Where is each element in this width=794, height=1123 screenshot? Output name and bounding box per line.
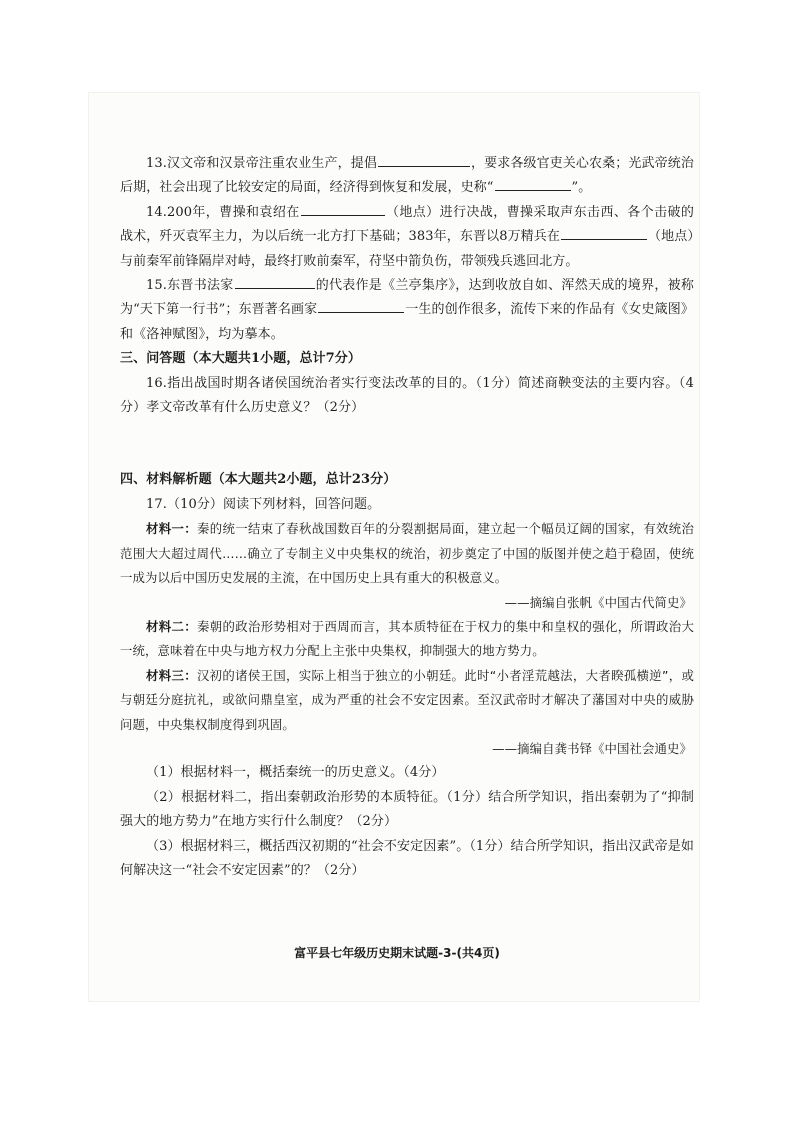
answer-space	[120, 420, 694, 468]
material-1: 材料一：秦的统一结束了春秋战国数百年的分裂割据局面，建立起一个幅员辽阔的国家，有效统治范围大大超过周代……确立了专制主义中央集权的统治，初步奠定了中国的版图并使之趋于稳固，使统一成为以后中国历史发展的主流，在中国历史上具有重大的积极意义。	[120, 521, 694, 586]
question-13: 13.汉文帝和汉景帝注重农业生产，提倡 ，要求各级官吏关心农桑；光武帝统治后期，社会出现了比较安定的局面，经济得到恢复和发展，史称“ ”。	[120, 152, 694, 201]
exam-page-content	[120, 152, 694, 883]
answer-blank-14b[interactable]	[561, 225, 647, 240]
question-17-sub-3: （3）根据材料三，概括西汉初期的“社会不安定因素”。（1分）结合所学知识，指出汉武帝是如何解决这一“社会不安定因素”的？（2分）	[120, 838, 694, 878]
question-15: 15.东晋书法家 的代表作是《兰亭集序》，达到收放自如、浑然天成的境界，被称为“天下第一行书”；东晋著名画家 一生的创作很多，流传下来的作品有《女史箴图》和《洛神赋图》，均为摹本。	[120, 274, 694, 347]
material-3-source: ——摘编自龚书铎《中国社会通史》	[492, 740, 692, 756]
question-17-sub-2: （2）根据材料二，指出秦朝政治形势的本质特征。（1分）结合所学知识，指出秦朝为了“抑制强大的地方势力”在地方实行什么制度？（2分）	[120, 789, 694, 830]
question-17-intro: 17.（10分）阅读下列材料，回答问题。	[146, 496, 381, 512]
material-1-source: ——摘编自张帆《中国古代简史》	[504, 594, 692, 610]
answer-blank-15b[interactable]	[318, 298, 404, 313]
material-3: 材料三：汉初的诸侯王国，实际上相当于独立的小朝廷。此时“小者淫荒越法，大者睽孤横逆”，或与朝廷分庭抗礼，或欲问鼎皇室，成为严重的社会不安定因素。至汉武帝时才解决了藩国对中央的威胁问题，中央集权制度得到巩固。	[120, 667, 695, 732]
page-footer: 富平县七年级历史期末试题-3-(共4页)	[294, 946, 500, 960]
section-3-title: 三、问答题（本大题共1小题，总计7分）	[120, 351, 361, 367]
answer-blank-14a[interactable]	[301, 201, 385, 216]
section-4-title: 四、材料解析题（本大题共2小题，总计23分）	[120, 472, 397, 488]
answer-blank-13b[interactable]	[495, 176, 571, 191]
material-2: 材料二：秦朝的政治形势相对于西周而言，其本质特征在于权力的集中和皇权的强化，所谓政治大一统，意味着在中央与地方权力分配上主张中央集权，抑制强大的地方势力。	[120, 618, 694, 659]
question-16: 16.指出战国时期各诸侯国统治者实行变法改革的目的。（1分）简述商鞅变法的主要内容。（4分）孝文帝改革有什么历史意义？（2分）	[120, 375, 694, 416]
question-17-sub-1: （1）根据材料一，概括秦统一的历史意义。（4分）	[146, 765, 445, 781]
answer-blank-15a[interactable]	[235, 274, 315, 289]
answer-blank-13a[interactable]	[378, 152, 470, 167]
question-14: 14.200年，曹操和袁绍在 （地点）进行决战，曹操采取声东击西、各个击破的战术，歼灭袁军主力，为以后统一北方打下基础；383年，东晋以8万精兵在 （地点）与前秦军前锋隔岸对峙，最终打败前秦军，苻坚中箭负伤，带领残兵逃回北方。	[120, 201, 694, 274]
